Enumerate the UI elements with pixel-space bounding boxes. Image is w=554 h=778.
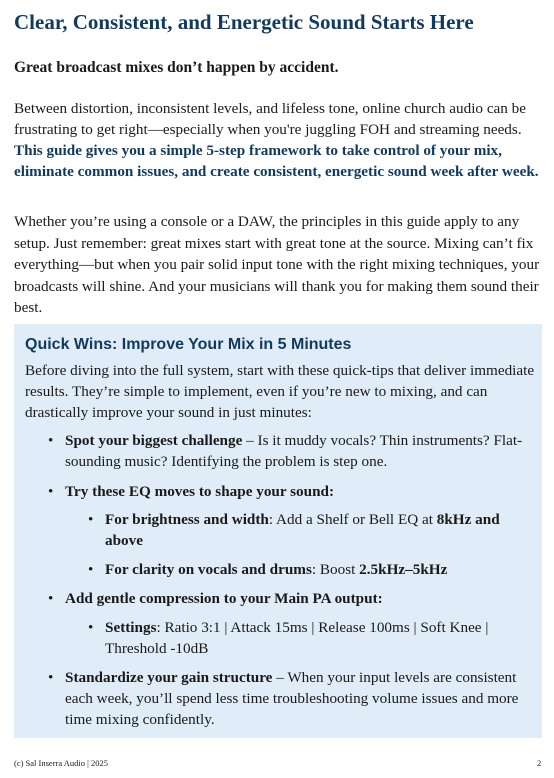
intro-paragraph-highlight: This guide gives you a simple 5-step framework to take control of your mix, eliminate common issues, and create consistent, energetic sound week after week. — [14, 142, 539, 180]
bullet-icon: • — [88, 511, 94, 528]
list-item-settings-text: : Ratio 3:1 | Attack 15ms | Release 100ms | Soft Knee | Threshold -10dB — [105, 619, 489, 657]
list-item-compression-title: Add gentle compression to your Main PA output: — [65, 590, 383, 607]
list-item-brightness — [88, 509, 525, 551]
list-item-challenge — [48, 430, 535, 472]
list-item-challenge-title: Spot your biggest challenge — [65, 432, 243, 449]
bullet-icon: • — [48, 669, 54, 686]
quick-wins-heading: Quick Wins: Improve Your Mix in 5 Minutes — [25, 336, 352, 353]
list-item-settings — [88, 617, 525, 659]
quick-wins-intro: Before diving into the full system, start with these quick-tips that deliver immediate results. They’re simple to implement, even if you’re new to mixing, and can drastically improve your sound in just minutes: — [25, 362, 535, 421]
list-item-challenge-text: – Is it muddy vocals? Thin instruments? Flat-sounding music? Identifying the problem is step one. — [65, 432, 523, 470]
bullet-icon: • — [88, 619, 94, 636]
bullet-icon: • — [88, 561, 94, 578]
list-item-clarity — [88, 559, 525, 580]
bullet-icon: • — [48, 590, 54, 607]
list-item-settings-title: Settings — [105, 619, 157, 636]
list-item-compression — [48, 588, 535, 609]
quick-wins-box — [14, 324, 542, 738]
intro-paragraph — [14, 98, 544, 182]
page-title: Clear, Consistent, and Energetic Sound Starts Here — [14, 10, 474, 34]
list-item-gain-title: Standardize your gain structure — [65, 669, 273, 686]
bullet-icon: • — [48, 432, 54, 449]
list-item-clarity-title: For clarity on vocals and drums — [105, 561, 312, 578]
bullet-icon: • — [48, 483, 54, 500]
page-number: 2 — [537, 758, 542, 768]
list-item-gain-text: – When your input levels are consistent each week, you’ll spend less time troubleshooting volume issues and more time mixing confidently. — [65, 669, 519, 728]
lead-statement: Great broadcast mixes don’t happen by accident. — [14, 59, 339, 76]
intro-paragraph-text: Between distortion, inconsistent levels, and lifeless tone, online church audio can be frustrating to get right—especially when you're juggling FOH and streaming needs. — [14, 100, 527, 138]
list-item-brightness-title: For brightness and width — [105, 511, 269, 528]
list-item-brightness-frequency: 8kHz and above — [105, 511, 500, 549]
list-item-eq-title: Try these EQ moves to shape your sound: — [65, 483, 335, 500]
list-item-brightness-text: : Add a Shelf or Bell EQ at — [268, 511, 437, 528]
list-item-clarity-frequency: 2.5kHz–5kHz — [359, 561, 448, 578]
principles-paragraph: Whether you’re using a console or a DAW, the principles in this guide apply to any setup. Just remember: great mixes start with great tone at the source. Mixing can’t fix everything—but when you pair solid input tone with the right mixing techniques, your broadcasts will shine. And your musicians will thank you for making them sound their best. — [14, 213, 540, 316]
list-item-clarity-text: : Boost — [311, 561, 360, 578]
list-item-eq — [48, 481, 535, 502]
list-item-gain — [48, 667, 525, 730]
footer-copyright: (c) Sal Inserra Audio | 2025 — [14, 758, 108, 768]
